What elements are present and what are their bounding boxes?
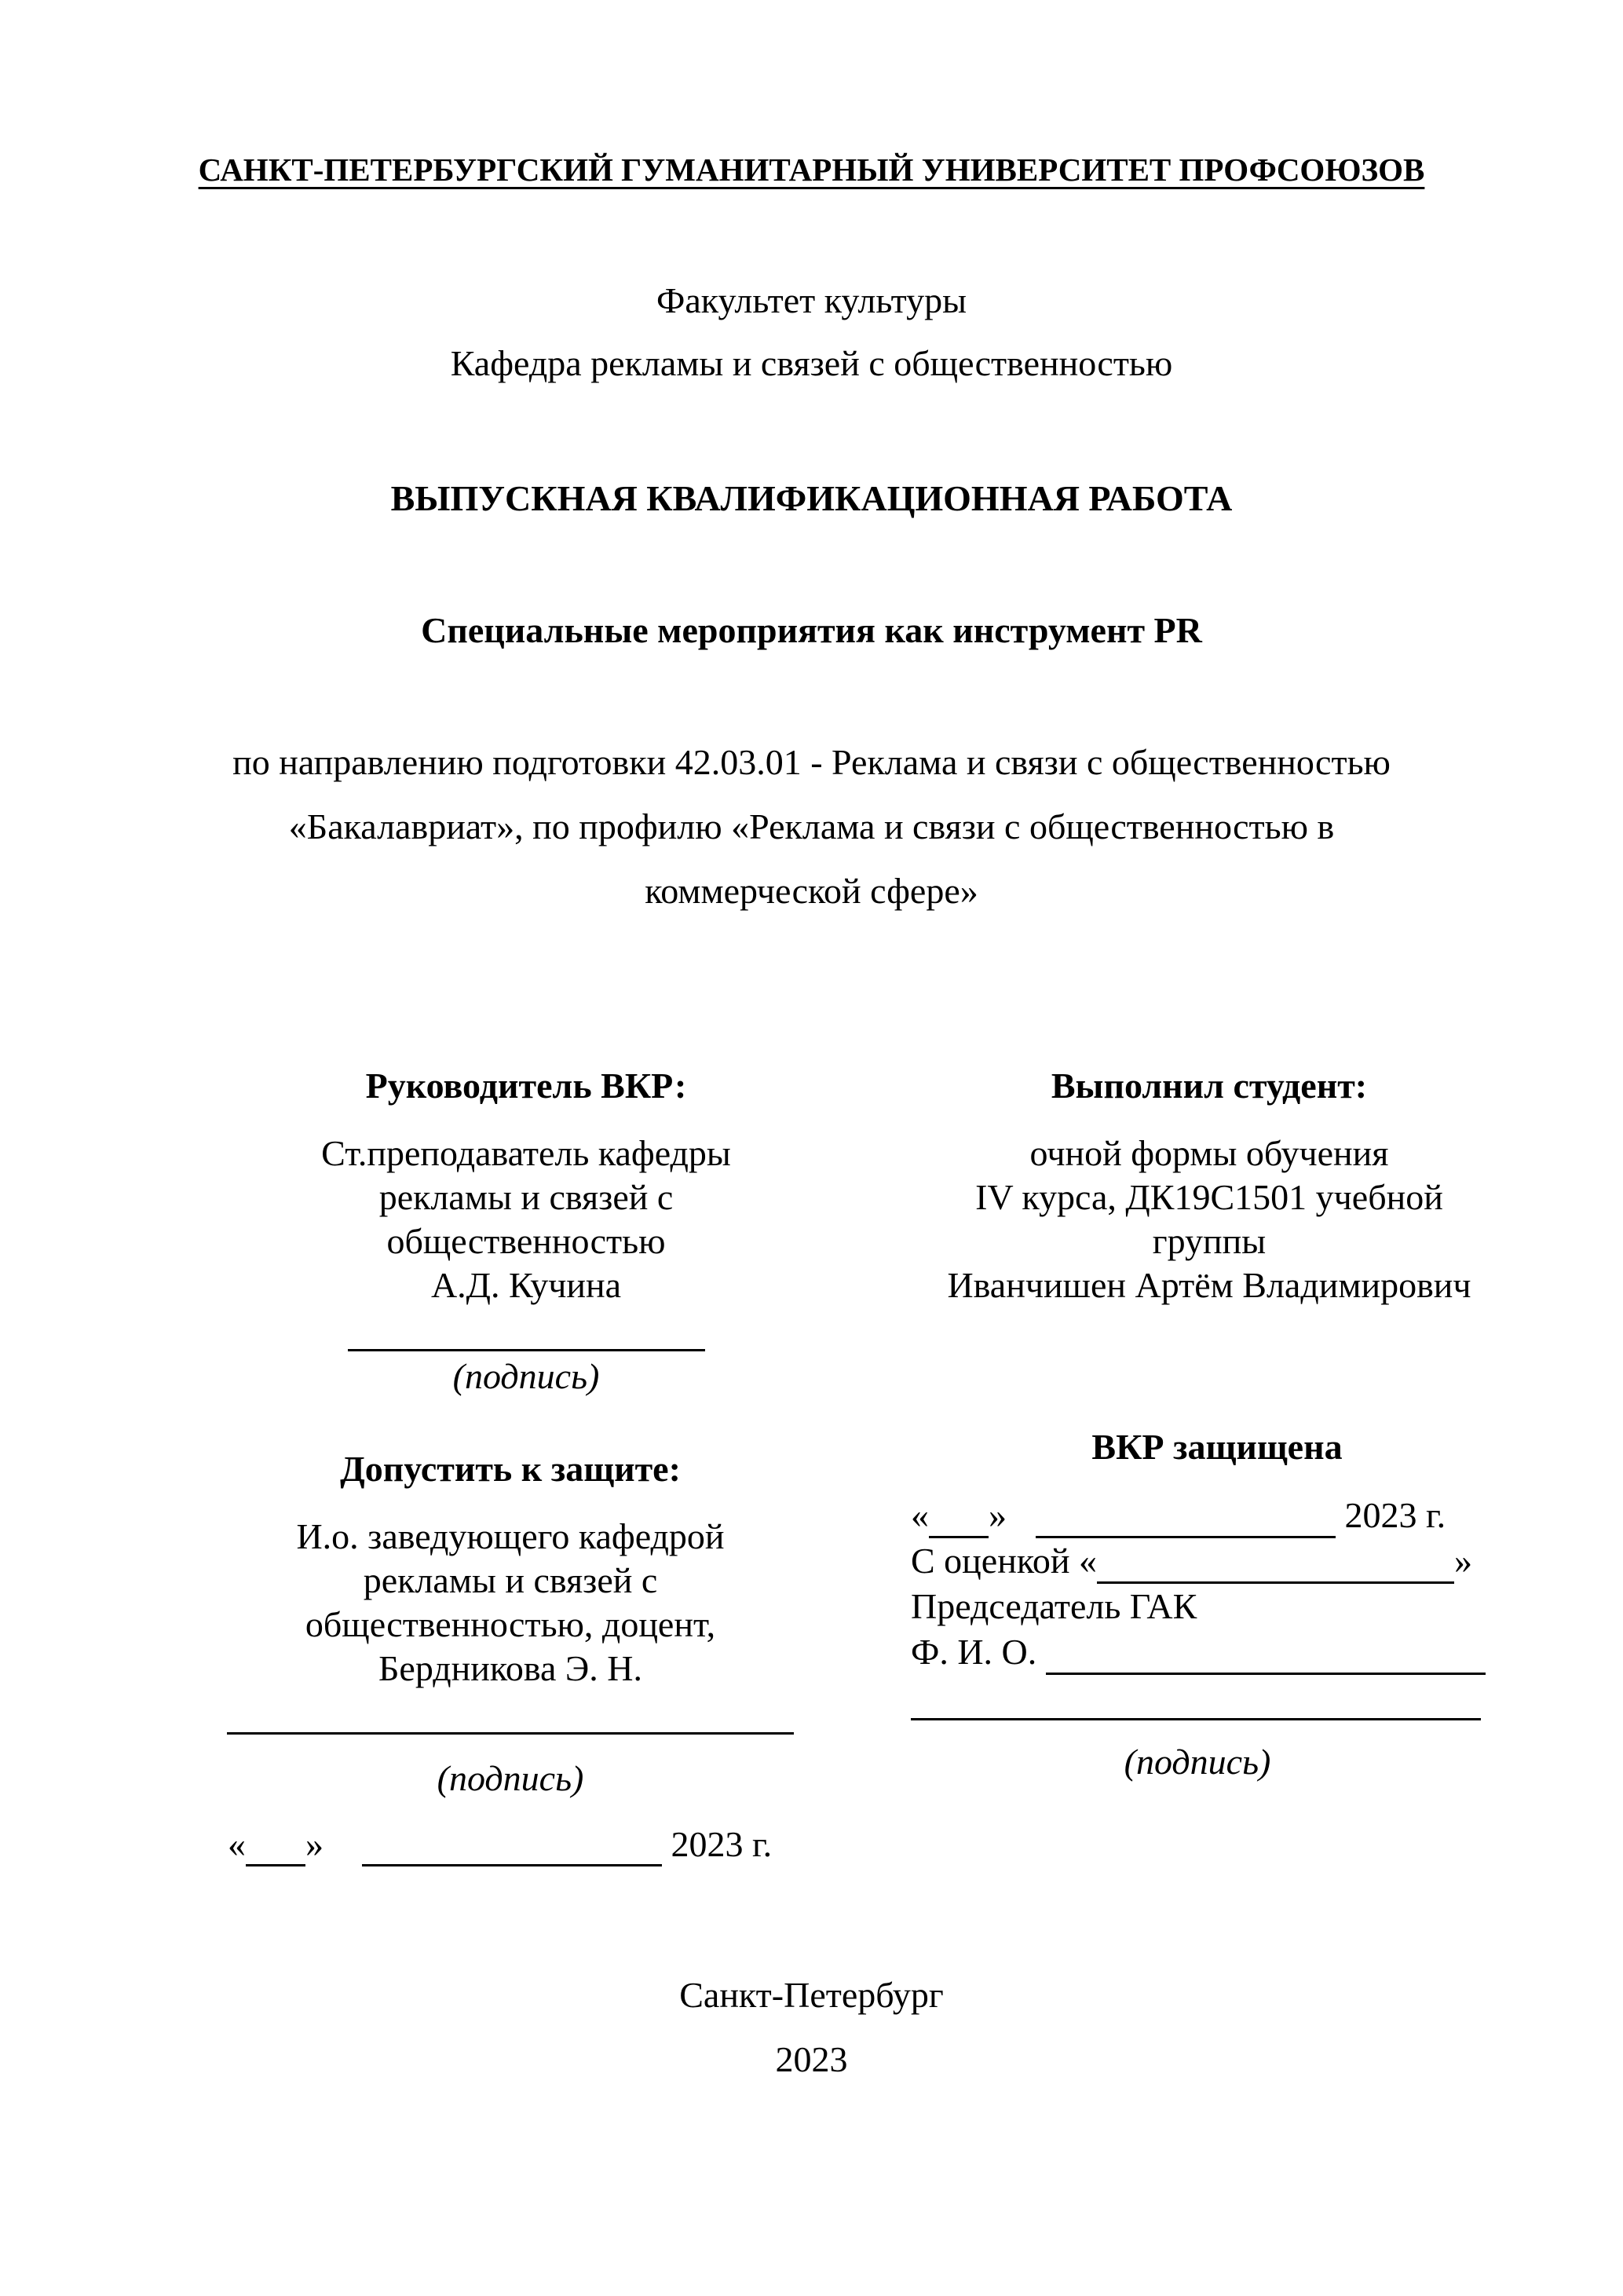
supervisor-line: рекламы и связей с xyxy=(378,1177,674,1217)
student-line: IV курса, ДК19С1501 учебной xyxy=(975,1177,1443,1217)
date-day-field xyxy=(929,1504,989,1538)
signature-line xyxy=(227,1696,794,1735)
defense-date xyxy=(911,1493,1523,1538)
supervisor-line: Ст.преподаватель кафедры xyxy=(321,1133,731,1173)
footer-year: 2023 xyxy=(775,2039,848,2079)
footer-city: Санкт-Петербург xyxy=(679,1975,944,2015)
chairman-label: Председатель ГАК xyxy=(911,1586,1197,1626)
date-year: 2023 г. xyxy=(671,1824,773,1864)
date-year: 2023 г. xyxy=(1344,1495,1446,1535)
university-name-text: САНКТ-ПЕТЕРБУРГСКИЙ ГУМАНИТАРНЫЙ УНИВЕРСИТЕТ ПРОФСОЮЗОВ xyxy=(198,152,1425,188)
direction-line: коммерческой сфере» xyxy=(645,871,978,911)
faculty-name: Факультет культуры xyxy=(656,280,967,320)
supervisor-signature-field xyxy=(236,1307,817,1351)
fio-label: Ф. И. О. xyxy=(911,1632,1037,1672)
grade-close-quote: » xyxy=(1453,1541,1472,1581)
admission-line: И.о. заведующего кафедрой xyxy=(296,1516,725,1556)
thesis-topic: Специальные мероприятия как инструмент PR xyxy=(421,610,1202,650)
date-open-quote: « xyxy=(228,1824,246,1864)
defense-fio xyxy=(911,1629,1523,1675)
department-name: Кафедра рекламы и связей с общественностью xyxy=(450,343,1173,383)
admission-line: рекламы и связей с xyxy=(363,1560,658,1600)
defense-block xyxy=(911,1425,1523,1785)
defense-heading: ВКР защищена xyxy=(1091,1427,1343,1467)
defense-signature-field xyxy=(911,1675,1523,1716)
admission-block xyxy=(204,1447,817,1866)
supervisor-heading: Руководитель ВКР: xyxy=(365,1066,687,1106)
direction-line: по направлению подготовки 42.03.01 - Реклама и связи с общественностью xyxy=(232,742,1391,782)
supervisor-block xyxy=(236,1064,817,1398)
admission-heading: Допустить к защите: xyxy=(340,1449,681,1489)
date-close-quote: » xyxy=(305,1824,324,1864)
supervisor-signature-caption: (подпись) xyxy=(452,1356,600,1396)
grade-label: С оценкой « xyxy=(911,1541,1097,1581)
grade-field xyxy=(1097,1550,1454,1584)
date-day-field xyxy=(246,1833,305,1866)
admission-name: Бердникова Э. Н. xyxy=(378,1648,642,1688)
student-name: Иванчишен Артём Владимирович xyxy=(947,1265,1471,1305)
signature-line xyxy=(911,1690,1481,1720)
defense-grade xyxy=(911,1538,1523,1584)
admission-date xyxy=(204,1823,817,1866)
admission-signature-caption: (подпись) xyxy=(437,1758,584,1798)
student-block xyxy=(903,1064,1515,1307)
admission-signature-field xyxy=(204,1691,817,1735)
student-heading: Выполнил студент: xyxy=(1051,1066,1368,1106)
fio-field xyxy=(1046,1641,1486,1675)
supervisor-name: А.Д. Кучина xyxy=(430,1265,622,1305)
date-close-quote: » xyxy=(989,1495,1007,1535)
direction-line: «Бакалавриат», по профилю «Реклама и связи с общественностью в xyxy=(288,806,1335,846)
date-month-field xyxy=(362,1833,662,1866)
admission-line: общественностью, доцент, xyxy=(305,1604,716,1644)
work-type-title: ВЫПУСКНАЯ КВАЛИФИКАЦИОННАЯ РАБОТА xyxy=(390,478,1233,518)
student-line: очной формы обучения xyxy=(1029,1133,1389,1173)
university-name xyxy=(0,154,1623,186)
signature-line xyxy=(348,1313,705,1351)
date-open-quote: « xyxy=(911,1495,929,1535)
student-line: группы xyxy=(1152,1221,1267,1261)
supervisor-line: общественностью xyxy=(386,1221,666,1261)
date-month-field xyxy=(1036,1504,1336,1538)
defense-signature-caption: (подпись) xyxy=(1124,1742,1271,1782)
